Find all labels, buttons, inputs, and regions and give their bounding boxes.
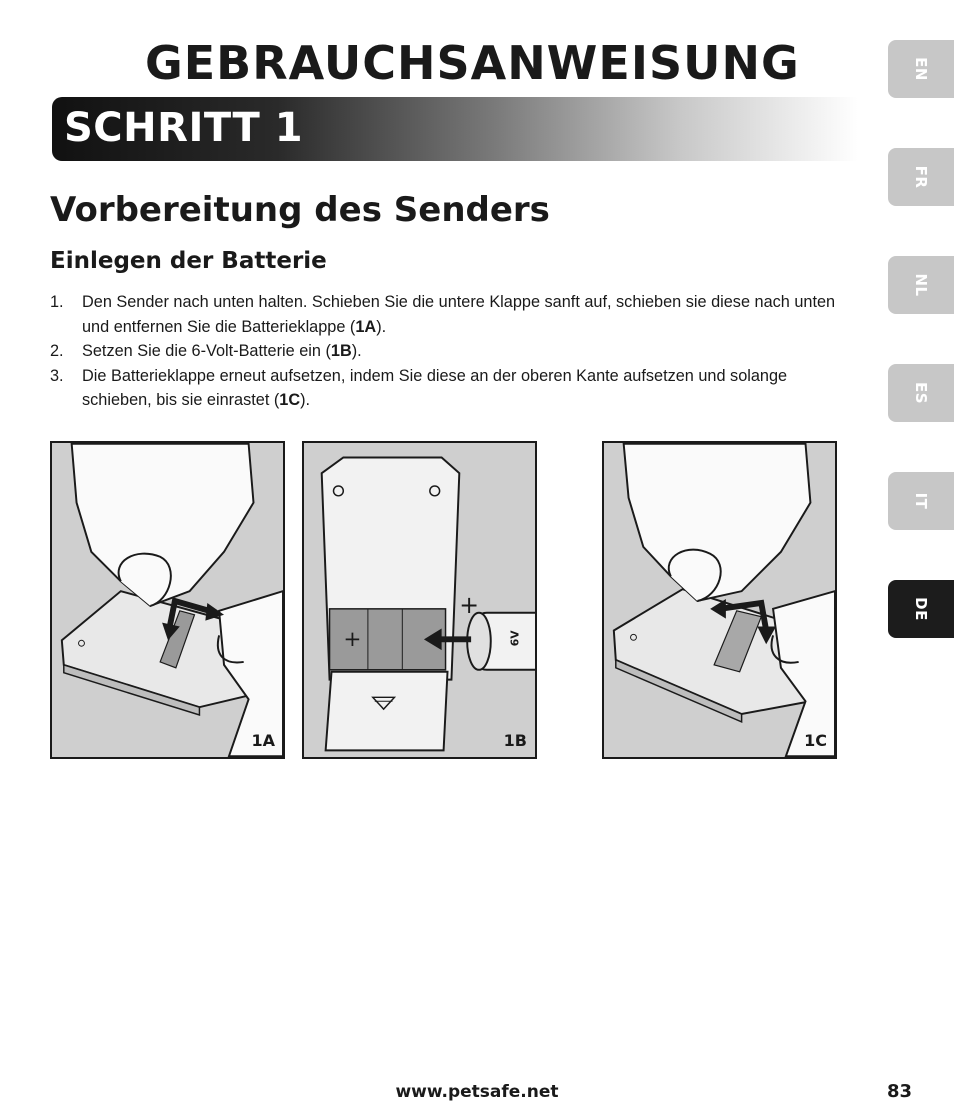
figure-caption: 1C	[804, 731, 827, 750]
instruction-list	[50, 290, 860, 413]
step-text-end: ).	[351, 342, 362, 360]
step-number: 3.	[50, 366, 64, 385]
page-number: 83	[886, 1081, 912, 1102]
remove-battery-cover-illustration	[52, 443, 283, 757]
document-title: GEBRAUCHSANWEISUNG	[145, 36, 800, 90]
footer-url[interactable]: www.petsafe.net	[395, 1082, 559, 1102]
language-tab-de[interactable]	[888, 580, 954, 638]
figure-1b	[302, 441, 537, 759]
language-tab-label: IT	[912, 492, 930, 510]
language-tab-label: FR	[912, 165, 930, 189]
step-text-end: ).	[376, 317, 387, 336]
insert-battery-illustration	[304, 443, 535, 757]
language-tab-label: DE	[912, 597, 930, 621]
figure-1a	[50, 441, 285, 759]
step-number: 2.	[50, 342, 64, 360]
step-number: 1.	[50, 293, 64, 311]
language-tab-label: ES	[912, 381, 930, 405]
figure-reference: 1A	[355, 317, 377, 336]
language-tab-it[interactable]	[888, 472, 954, 530]
battery-voltage-label: 6V	[508, 630, 522, 647]
step-text-end: ).	[300, 391, 311, 409]
language-tab-en[interactable]	[888, 40, 954, 98]
language-tab-label: NL	[912, 273, 930, 297]
battery-plus-sign: +	[459, 590, 480, 619]
step-banner	[52, 97, 858, 161]
figure-reference: 1B	[330, 342, 352, 360]
language-tab-label: EN	[912, 57, 930, 81]
figure-1c	[602, 441, 837, 759]
step-label: SCHRITT 1	[64, 105, 304, 151]
figure-reference: 1C	[279, 391, 301, 409]
language-tab-fr[interactable]	[888, 148, 954, 206]
step-text: Die Batterieklappe erneut aufsetzen, indem Sie diese an der oberen Kante aufsetzen und solange schieben, bis sie einrastet (	[82, 366, 788, 409]
section-title: Vorbereitung des Senders	[50, 190, 550, 230]
language-tab-es[interactable]	[888, 364, 954, 422]
instruction-step	[50, 339, 860, 364]
replace-battery-cover-illustration	[604, 443, 835, 757]
step-text: Setzen Sie die 6-Volt-Batterie ein (	[82, 342, 331, 360]
language-tab-nl[interactable]	[888, 256, 954, 314]
section-subtitle: Einlegen der Batterie	[50, 248, 327, 274]
compartment-plus-sign: +	[343, 627, 362, 653]
figure-caption: 1B	[503, 731, 527, 750]
figure-caption: 1A	[251, 731, 275, 750]
instruction-step	[50, 364, 860, 413]
instruction-step	[50, 290, 860, 339]
step-text: Den Sender nach unten halten. Schieben Sie die untere Klappe sanft auf, schieben sie diese nach unten und entfernen Sie die Batterieklappe (	[82, 293, 836, 336]
